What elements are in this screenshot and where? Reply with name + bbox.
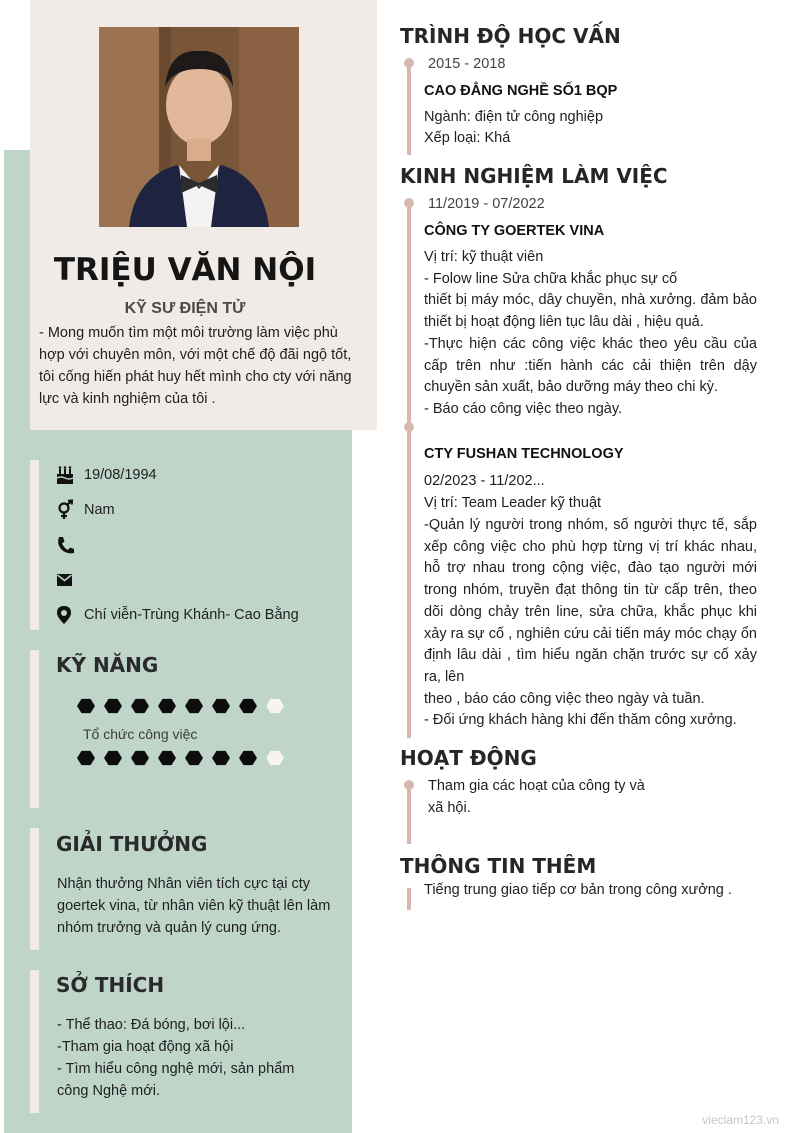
gender-value: Nam xyxy=(84,502,115,518)
skill-hex-filled xyxy=(212,699,230,713)
skill-hex-filled xyxy=(131,751,149,765)
job-2-line: - Đối ứng khách hàng khi đến thăm công xưởng. xyxy=(424,712,737,728)
hobbies-list xyxy=(57,1014,342,1102)
skills-bar xyxy=(30,650,39,808)
contact-gender xyxy=(56,500,115,520)
skill-hex-empty xyxy=(266,751,284,765)
job-1-details xyxy=(424,247,757,421)
skill-hex-empty xyxy=(266,699,284,713)
timeline-dot xyxy=(404,422,414,432)
top-gap xyxy=(4,0,30,150)
birthday-value: 19/08/1994 xyxy=(84,467,157,483)
activities-heading: HOẠT ĐỘNG xyxy=(400,746,537,770)
extra-timeline xyxy=(407,888,411,910)
job-2-period: 02/2023 - 11/202... xyxy=(424,473,545,489)
job-1-position: Vị trí: kỹ thuật viên xyxy=(424,249,544,265)
skill-hex-filled xyxy=(158,699,176,713)
activities-text: Tham gia các hoạt của công ty và xã hội. xyxy=(428,778,645,816)
activities-timeline xyxy=(407,782,411,844)
skill-hex-filled xyxy=(212,751,230,765)
skill-hex-filled xyxy=(158,751,176,765)
cake-icon xyxy=(56,465,74,485)
candidate-title: KỸ SƯ ĐIỆN TỬ xyxy=(124,300,246,317)
job-2-position: Vị trí: Team Leader kỹ thuật xyxy=(424,495,602,511)
job-1-line: -Thực hiện các công việc khác theo yêu cầu của cấp trên như :tiến hành các cải thiện trên dậy chuyền sản xuất, bảo dưỡng máy theo chi kỳ. xyxy=(424,335,757,396)
job-1-period: 11/2019 - 07/2022 xyxy=(428,196,545,212)
job-1-company: CÔNG TY GOERTEK VINA xyxy=(424,223,605,239)
education-period: 2015 - 2018 xyxy=(428,56,506,72)
contact-bar xyxy=(30,460,39,630)
skill-hex-filled xyxy=(185,751,203,765)
awards-heading: GIẢI THƯỞNG xyxy=(56,832,208,856)
job-2-company: CTY FUSHAN TECHNOLOGY xyxy=(424,446,624,462)
watermark: vieclam123.vn xyxy=(702,1113,779,1127)
skill-hex-filled xyxy=(185,699,203,713)
skill-level-1 xyxy=(77,697,292,715)
job-1-line: thiết bị máy móc, dây chuyền, nhà xưởng. đảm bảo thiết bị hoạt động liên tục lâu dài , hiệu quả. xyxy=(424,292,757,331)
contact-address xyxy=(56,605,299,625)
job-2-duties: -Quản lý người trong nhóm, số người thực tế, sắp xếp công việc cho phù hợp từng vị trí khác nhau, hỗ trợ nhau trong cộng việc, đào tạo người mới trong nhóm, truyền đạt thông tin từ cấp trên, theo dõi dòng chảy trên line, sửa chữa, khắc phục khi xảy ra sự cố , nghiên cứu cải tiến máy móc chạy ổn định lâu dài , tìm hiểu ngăn chặn trước sự cố xảy ra, lên xyxy=(424,517,757,685)
contact-email[interactable] xyxy=(56,570,84,590)
school-name: CAO ĐẲNG NGHỀ SỐ1 BQP xyxy=(424,83,618,99)
timeline-dot xyxy=(404,58,414,68)
timeline-dot xyxy=(404,780,414,790)
job-2-line: theo , báo cáo công việc theo ngày và tuần. xyxy=(424,691,705,707)
career-objective: - Mong muốn tìm một môi trường làm việc phù hợp với chuyên môn, với một chế độ đãi ngộ tốt, tôi cống hiến phát huy hết mình cho cty với năng lực và kinh nghiệm của tôi . xyxy=(39,325,352,407)
awards-text: Nhận thưởng Nhân viên tích cực tại cty goertek vina, từ nhân viên kỹ thuật lên làm nhóm trưởng và quản lý cung ứng. xyxy=(57,876,331,936)
avatar xyxy=(99,27,299,227)
awards-bar xyxy=(30,828,39,950)
address-value: Chí viễn-Trùng Khánh- Cao Bằng xyxy=(84,607,299,623)
candidate-name: TRIỆU VĂN NỘI xyxy=(53,252,317,288)
mail-icon xyxy=(56,570,74,590)
job-1-line: - Báo cáo công việc theo ngày. xyxy=(424,400,623,417)
education-grade: Xếp loại: Khá xyxy=(424,130,511,146)
timeline-dot xyxy=(404,198,414,208)
hobbies-bar xyxy=(30,970,39,1113)
skill-hex-filled xyxy=(239,751,257,765)
contact-birthday xyxy=(56,465,157,485)
contact-phone[interactable] xyxy=(56,535,84,555)
skill-hex-filled xyxy=(77,751,95,765)
skills-heading: KỸ NĂNG xyxy=(56,653,159,677)
extra-text: Tiếng trung giao tiếp cơ bản trong công xưởng . xyxy=(424,882,732,898)
hobby-item: - Tìm hiểu công nghệ mới, sản phẩm xyxy=(57,1061,295,1077)
skill-name-2: Tổ chức công việc xyxy=(83,726,198,742)
phone-icon xyxy=(56,535,74,555)
hobbies-heading: SỞ THÍCH xyxy=(56,973,165,997)
skill-hex-filled xyxy=(104,699,122,713)
experience-heading: KINH NGHIỆM LÀM VIỆC xyxy=(400,164,668,188)
skill-hex-filled xyxy=(239,699,257,713)
job-1-line: - Folow line Sửa chữa khắc phục sự cố xyxy=(424,270,678,287)
location-icon xyxy=(56,605,74,625)
hobby-item: - Thể thao: Đá bóng, bơi lội... xyxy=(57,1017,246,1033)
extra-heading: THÔNG TIN THÊM xyxy=(400,854,597,878)
experience-timeline xyxy=(407,200,411,738)
skill-level-2 xyxy=(77,749,292,767)
skill-hex-filled xyxy=(104,751,122,765)
education-timeline xyxy=(407,60,411,155)
skill-hex-filled xyxy=(131,699,149,713)
gender-icon xyxy=(56,500,74,520)
hobby-item: -Tham gia hoạt động xã hội xyxy=(57,1039,234,1055)
education-heading: TRÌNH ĐỘ HỌC VẤN xyxy=(400,24,621,48)
skill-hex-filled xyxy=(77,699,95,713)
education-major: Ngành: điện tử công nghiệp xyxy=(424,109,604,125)
hobby-item: công Nghệ mới. xyxy=(57,1083,161,1099)
